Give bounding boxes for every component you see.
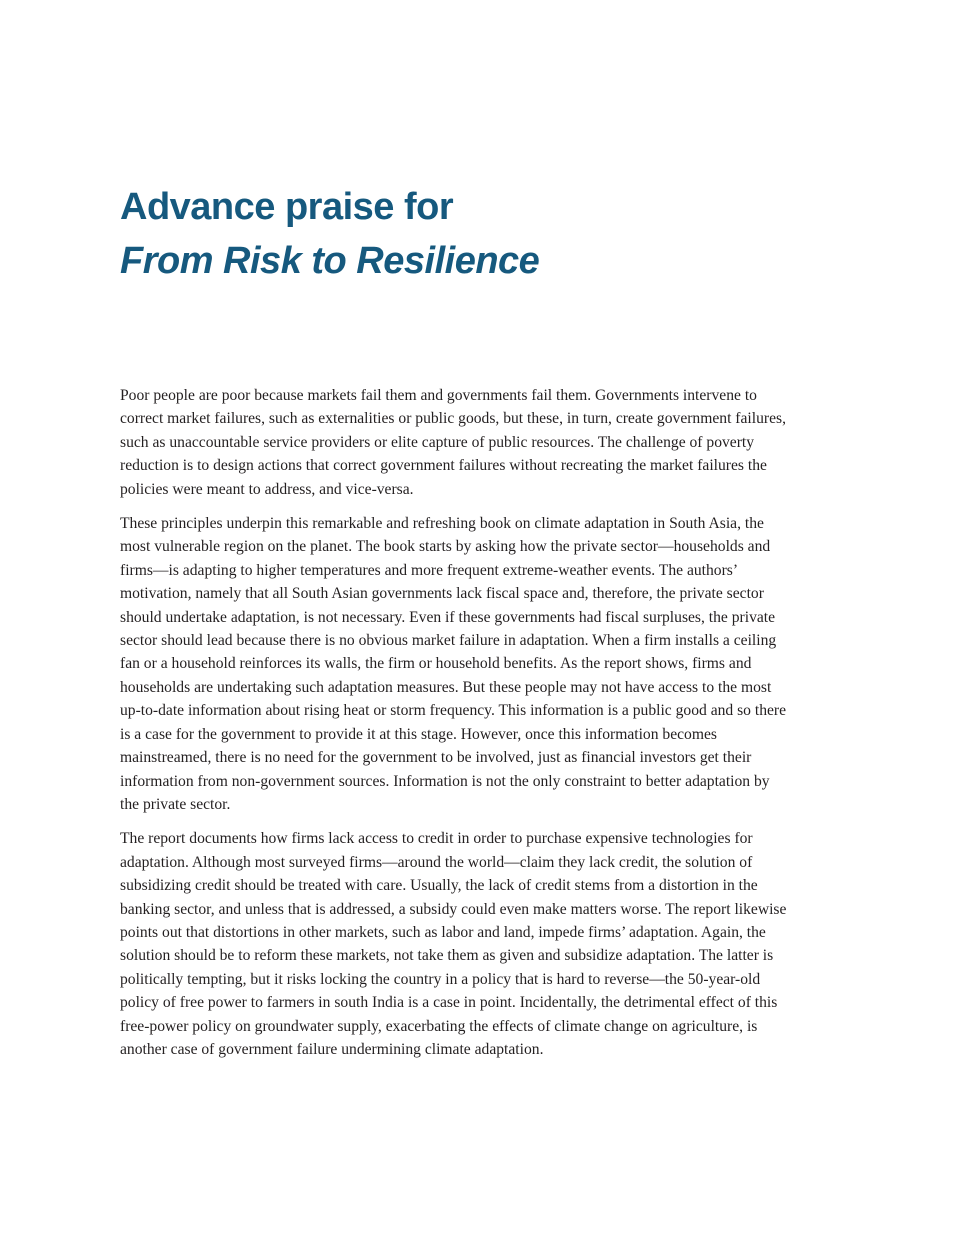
praise-text-block: [120, 384, 792, 1061]
page-heading: [120, 180, 800, 288]
praise-paragraph-2: These principles underpin this remarkable and refreshing book on climate adaptation in South Asia, the most vulnerable region on the planet. The book starts by asking how the private sector—households and firms—is adapting to higher temperatures and more frequent extreme-weather events. The authors’ motivation, namely that all South Asian governments lack fiscal space and, therefore, the private sector should undertake adaptation, is not necessary. Even if these governments had fiscal surpluses, the private sector should lead because there is no obvious market failure in adaptation. When a firm installs a ceiling fan or a household reinforces its walls, the firm or household benefits. As the report shows, firms and households are undertaking such adaptation measures. But these people may not have access to the most up-to-date information about rising heat or storm frequency. This information is a public good and so there is a case for the government to provide it at this stage. However, once this information becomes mainstreamed, there is no need for the government to be involved, just as financial investors get their information from non-government sources. Information is not the only constraint to better adaptation by the private sector.: [120, 515, 787, 813]
heading-line-1: Advance praise for: [120, 186, 454, 228]
praise-paragraph-1: Poor people are poor because markets fail them and governments fail them. Governments intervene to correct market failures, such as externalities or public goods, but these, in turn, create government failures, such as unaccountable service providers or elite capture of public resources. The challenge of poverty reduction is to design actions that correct government failures without recreating the market failures the policies were meant to address, and vice-versa.: [120, 387, 786, 498]
heading-line-2-book-title: From Risk to Resilience: [120, 240, 540, 282]
praise-paragraph-3: The report documents how firms lack access to credit in order to purchase expensive technologies for adaptation. Although most surveyed firms—around the world—claim they lack credit, the solution of subsidizing credit should be treated with care. Usually, the lack of credit stems from a distortion in the banking sector, and unless that is addressed, a subsidy could even make matters worse. The report likewise points out that distortions in other markets, such as labor and land, impede firms’ adaptation. Again, the solution should be to reform these markets, not take them as given and subsidize adaptation. The latter is politically tempting, but it risks locking the country in a policy that is hard to reverse—the 50-year-old policy of free power to farmers in south India is a case in point. Incidentally, the detrimental effect of this free-power policy on groundwater supply, exacerbating the effects of climate change on agriculture, is another case of government failure undermining climate adaptation.: [120, 830, 787, 1058]
advance-praise-title: [120, 180, 800, 288]
